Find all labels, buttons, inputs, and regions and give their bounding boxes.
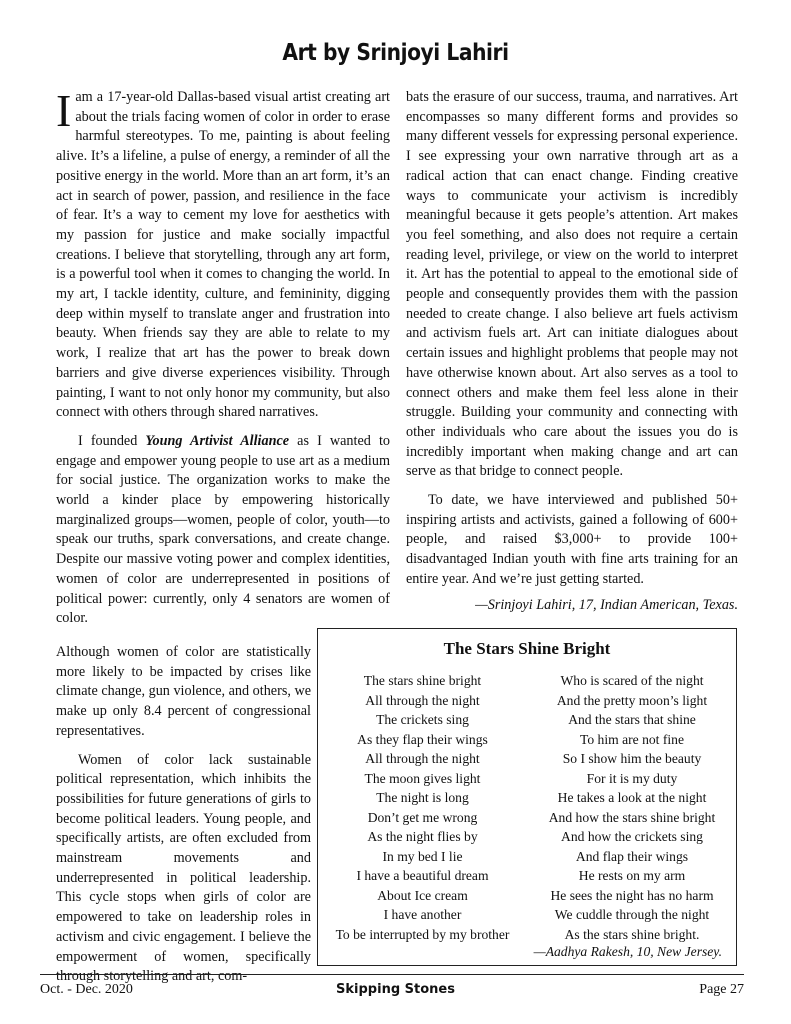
- poem-line: He sees the night has no harm: [550, 887, 714, 903]
- poem-title: The Stars Shine Bright: [443, 639, 611, 658]
- poem-line: As they flap their wings: [357, 731, 488, 747]
- poem-line: He takes a look at the night: [557, 790, 707, 805]
- continued-paragraph: Although women of color are statistically more likely to be impacted by crises like climate change, gun violence, and others, we make up only 8.4 percent of congressional representatives.: [56, 644, 311, 739]
- representation-paragraph: Women of color lack sustainable political representation, which inhibits the possibilities for future generations of girls to become political leaders. Young people, and specifically artists, are often excluded from mainstream movements and underrepresented in political leadership. This cycle stops when girls of color are empowered to take on leadership roles in activism and civic engagement. I believe the empowerment of women, specifically through storytelling and art, com-: [56, 751, 311, 985]
- poem-line: So I show him the beauty: [562, 751, 702, 766]
- organization-name: Young Artivist Alliance: [145, 432, 290, 449]
- poem-line: To be interrupted by my brother: [335, 926, 510, 942]
- magazine-name: Skipping Stones: [336, 982, 455, 997]
- intro-text: am a 17-year-old Dallas-based visual artist creating art about the trials facing women of color in order to erase harmful stereotypes. To me, painting is about feeling alive. It’s a lifeline, a pulse of energy, a reminder of all the positive energy in the world. More than an art form, it’s an act in search of power, passion, and resilience in the face of fear. It’s a way to cement my love for aesthetics with my passion for justice and make socially impactful creations. I believe that storytelling, through any art form, is a powerful tool when it comes to changing the world. In my art, I tackle identity, culture, and femininity, digging deep within myself to translate anger and frustration into beauty. When friends say they are able to relate to my work, I realize that art has the power to break down barriers and give diverse experiences visibility. Through painting, I want to not only honor my community, but also connect with others through shared narratives.: [56, 89, 390, 421]
- article-title: Art by Srinjoyi Lahiri: [282, 40, 509, 66]
- author-signature: —Srinjoyi Lahiri, 17, Indian American, Texas.: [475, 596, 738, 613]
- poem-line: I have a beautiful dream: [356, 868, 489, 883]
- footer-divider: [40, 974, 744, 975]
- founding-text-end: as I wanted to engage and empower young people to use art as a medium for social justice. The organization works to make the world a kinder place by empowering historically marginalized groups—women, people of color, youth—to speak our truths, spark conversations, and create change. Despite our massive voting power and complex identities, women of color are underrepresented in positions of political power: currently, only 4 senators are women of color.: [56, 432, 390, 627]
- poem-line: He rests on my arm: [578, 868, 686, 883]
- poem-line: I have another: [383, 907, 462, 922]
- poem-line: And the pretty moon’s light: [556, 692, 708, 708]
- art-paragraph: bats the erasure of our success, trauma, and narratives. Art encompasses so many different forms and provides so many different vessels for expressing personal experience. I see expressing your own narrative through art as a radical action that can enact change. Finding creative ways to communicate your activism is incredibly meaningful because it gets people’s attention. Art makes you feel something, and also does not require a certain reading level, privilege, or view on the world to interpret it. Art has the potential to appeal to the emotional side of people and consequently provides them with the passion needed to create change. I also believe art fuels activism and activism fuels art. Art can initiate dialogues about certain issues and highlight problems that people may not have otherwise known about. Art also serves as a tool to connect others and make them feel less alone in their struggle. Building your community and connecting with other individuals who care about the issues you do is incredibly important when making change and art can serve as that bridge to connect people.: [406, 89, 738, 480]
- poem-box: [317, 628, 737, 966]
- poem-line: Don’t get me wrong: [367, 809, 478, 825]
- poem-line: As the night flies by: [367, 829, 478, 844]
- poem-line: All through the night: [365, 692, 480, 708]
- poem-line: And the stars that shine: [568, 712, 696, 727]
- poem-line: And how the crickets sing: [561, 829, 703, 844]
- results-paragraph: To date, we have interviewed and published 50+ inspiring artists and activists, gained a following of 600+ people, and raised $3,000+ to provide 100+ disadvantaged Indian youth with fine arts training for an entire year. And we’re just getting started.: [406, 492, 738, 587]
- poem-line: In my bed I lie: [382, 848, 463, 864]
- poem-line: Who is scared of the night: [560, 673, 704, 688]
- poem-line: The moon gives light: [364, 770, 481, 786]
- poem-line: And flap their wings: [575, 848, 689, 864]
- poem-line: About Ice cream: [377, 887, 468, 903]
- founding-text-start: I founded: [78, 432, 146, 449]
- founding-paragraph: [56, 432, 390, 629]
- poem-column-right: [528, 671, 736, 944]
- poem-line: The crickets sing: [376, 712, 469, 727]
- drop-cap: I: [56, 85, 72, 136]
- left-column: [56, 85, 390, 629]
- poem-line: The night is long: [376, 790, 469, 805]
- poem-line: And how the stars shine bright: [548, 809, 716, 825]
- poem-signature: —Aadhya Rakesh, 10, New Jersey.: [533, 944, 722, 959]
- issue-date: Oct. - Dec. 2020: [40, 982, 133, 997]
- right-column: [406, 88, 738, 615]
- page-number: Page 27: [699, 982, 744, 997]
- poem-line: We cuddle through the night: [554, 907, 710, 922]
- poem-column-left: [320, 671, 525, 944]
- left-narrow-column: [56, 643, 311, 987]
- intro-paragraph: [56, 85, 390, 423]
- poem-line: The stars shine bright: [363, 673, 482, 688]
- poem-line: For it is my duty: [586, 770, 678, 786]
- poem-line: All through the night: [365, 751, 480, 766]
- poem-line: To him are not fine: [580, 731, 684, 747]
- poem-line: As the stars shine bright.: [564, 926, 700, 942]
